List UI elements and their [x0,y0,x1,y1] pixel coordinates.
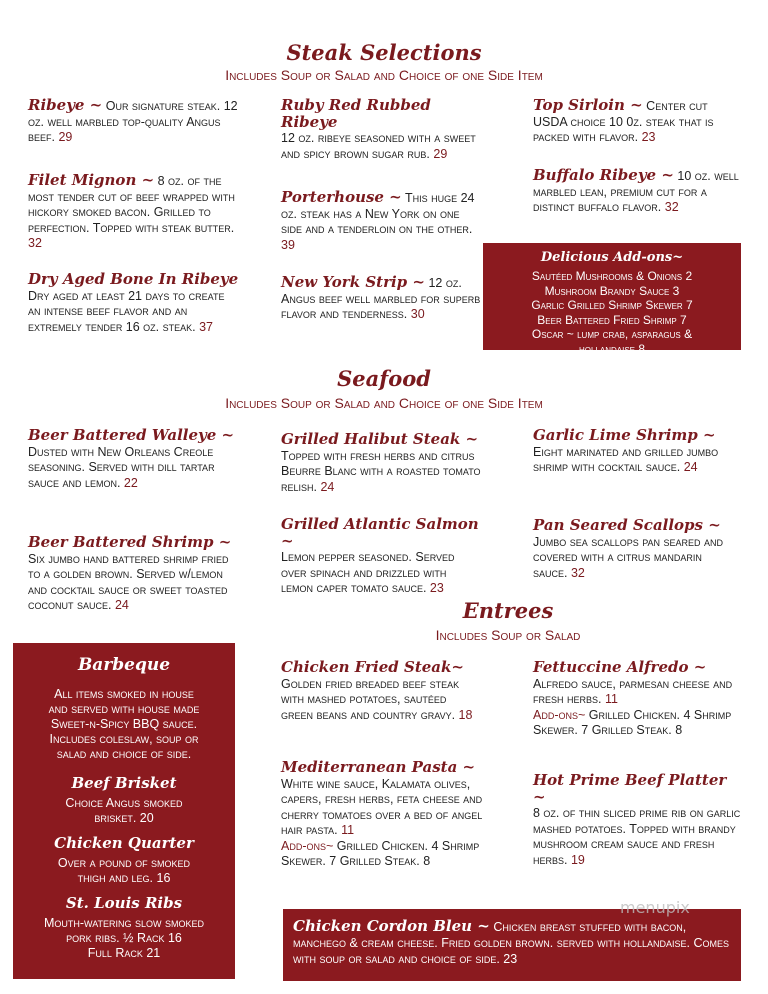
menu-item-mediterranean-pasta [281,760,486,870]
item-name: Mediterranean Pasta ~ [281,758,476,776]
item-price: 18 [458,707,473,722]
item-price: 24 [683,460,698,474]
menu-item-garlic-lime-shrimp [533,428,733,476]
item-desc: Alfredo sauce, parmesan cheese and fresh herbs. [533,676,733,706]
item-desc: Topped with fresh herbs and citrus Beurre Blanc with a roasted tomato relish. [281,448,481,494]
item-desc: Lemon pepper seasoned. Served over spinach and drizzled with lemon caper tomato sauce. [281,550,455,595]
menu-item-ribeye [28,98,240,146]
item-price: 11 [604,692,618,706]
item-desc: White wine sauce, Kalamata olives, capers, fresh herbs, feta cheese and cherry tomatoes over a bed of angel hair pasta. [281,776,483,837]
bbq-line: Mouth-watering slow smoked [43,916,205,930]
bbq-intro-line: and served with house made [48,702,200,716]
item-name: Filet Mignon ~ [28,171,155,189]
item-name: Porterhouse ~ [281,188,402,206]
menu-item-battered-shrimp [28,535,240,614]
item-name: Grilled Halibut Steak ~ [281,430,479,448]
item-name: Fettuccine Alfredo ~ [533,658,707,676]
item-price: 32 [570,565,585,580]
steak-subtitle: Includes Soup or Salad and Choice of one Side Item [225,67,543,83]
item-desc: Dry aged at least 21 days to create an intense beef flavor and an extremely tender 16 oz. steak. [28,288,225,334]
menu-item-porterhouse [281,190,481,253]
item-price: 29 [58,130,73,144]
item-desc: 8 oz. of thin sliced prime rib on garlic mashed potatoes. Topped with brandy mushroom cream sauce and fresh herbs. [533,806,741,867]
item-price: 30 [410,307,425,321]
menu-item-dry-aged-ribeye [28,272,240,335]
menu-item-scallops [533,518,733,581]
addons-label: Add-ons~ [281,838,334,853]
item-desc: Eight marinated and grilled jumbo shrimp with cocktail sauce. [533,444,719,474]
item-name: Ruby Red Rubbed Ribeye [281,96,431,131]
item-name: Dry Aged Bone In Ribeye [28,270,239,288]
entrees-subtitle: Includes Soup or Salad [435,627,581,643]
menu-item-fettuccine-alfredo [533,660,733,739]
item-desc: Golden fried breaded beef steak with mashed potatoes, sautéed green beans and country gravy. [281,676,460,722]
menu-item-filet-mignon [28,173,240,252]
item-name: Hot Prime Beef Platter ~ [533,771,727,806]
bbq-line: Over a pound of smoked [57,856,191,870]
menu-item-chicken-fried-steak [281,660,481,723]
cordon-bleu-text [283,909,741,967]
item-price: 29 [433,146,448,161]
item-name: Beer Battered Walleye ~ [28,426,235,444]
item-desc: 8 oz. of the most tender cut of beef wrapped with hickory smoked bacon. Grilled to perfection. Topped with steak butter. [28,174,235,235]
item-price: 37 [199,319,213,334]
item-price: 24 [114,598,129,612]
addon-line: Sautéed Mushrooms & Onions 2 [531,269,693,283]
item-name: Chicken Fried Steak~ [281,658,464,676]
item-desc: 12 oz. Angus beef well marbled for superb flavor and tenderness. [281,276,481,321]
item-desc: This huge 24 oz. steak has a New York on one side and a tenderloin on the other. [281,191,475,236]
item-name: Garlic Lime Shrimp ~ [533,426,716,444]
bbq-intro [13,687,235,762]
seafood-title: Seafood [337,366,431,391]
bbq-intro-line: salad and choice of side. [56,747,192,761]
item-name: Top Sirloin ~ [533,96,643,114]
addon-line: hollandaise 8 [578,341,646,356]
item-price: 32 [28,236,42,250]
bbq-line: thigh and leg. 16 [77,871,171,885]
item-name: Ribeye ~ [28,96,103,114]
bbq-intro-line: All items smoked in house [54,687,194,701]
menu-item-prime-beef-platter [533,773,743,868]
item-price: 19 [570,852,585,867]
menu-item-top-sirloin [533,98,743,146]
menu-item-ruby-red-ribeye [281,98,481,162]
item-desc: Jumbo sea scallops pan seared and covered with a citrus mandarin sauce. [533,534,723,580]
item-desc: Center cut USDA choice 10 0z. steak that is packed with flavor. [533,99,714,144]
item-name: New York Strip ~ [281,273,425,291]
steak-title: Steak Selections [286,40,482,65]
addons-text: Grilled Chicken. 4 Shrimp Skewer. 7 Grilled Steak. 8 [281,838,480,868]
item-name: Pan Seared Scallops ~ [533,516,721,534]
watermark: menupix [620,898,690,917]
item-name: Chicken Cordon Bleu ~ [293,917,490,935]
item-price: 23 [429,581,444,595]
bbq-item-name: St. Louis Ribs [65,894,183,912]
bbq-intro-line: Sweet-n-Spicy BBQ sauce. [50,717,198,731]
item-desc: 12 oz. ribeye seasoned with a sweet and spicy brown sugar rub. [281,131,476,161]
bbq-intro-line: Includes coleslaw, soup or [49,732,199,746]
cordon-bleu-box [283,909,741,981]
bbq-item-desc [13,796,235,826]
item-desc: Our signature steak. 12 oz. well marbled top-quality Angus beef. [28,99,238,144]
addons-box [483,243,741,356]
entrees-title: Entrees [462,598,554,623]
menu-item-halibut [281,432,481,495]
bbq-item-name: Beef Brisket [71,774,177,792]
menu-item-new-york-strip [281,275,481,323]
item-price: 23 [503,952,518,966]
item-name: Beer Battered Shrimp ~ [28,533,232,551]
addons-list [483,269,741,356]
bbq-title: Barbeque [77,655,171,675]
menu-item-walleye [28,428,240,491]
addons-text: Grilled Chicken. 4 Shrimp Skewer. 7 Grilled Steak. 8 [533,707,732,737]
bbq-line: Choice Angus smoked [65,796,183,810]
item-desc: Six jumbo hand battered shrimp fried to a golden brown. Served w/lemon and cocktail sauce or sweet toasted coconut sauce. [28,551,229,612]
item-price: 24 [320,479,335,494]
bbq-item-name: Chicken Quarter [54,834,194,852]
bbq-item-desc [13,856,235,886]
item-price: 32 [664,200,679,214]
item-price: 11 [341,823,355,837]
addon-line: Mushroom Brandy Sauce 3 [544,283,680,298]
item-desc: Chicken breast stuffed with bacon, manchego & cream cheese. Fried golden brown. served with hollandaise. Comes with soup or salad and choice of side. [293,920,730,966]
addon-line: Beer Battered Fried Shrimp 7 [537,312,687,327]
addons-label: Add-ons~ [533,707,586,722]
addon-line: Oscar ~ lump crab, asparagus & [531,327,693,341]
addons-title: Delicious Add-ons~ [540,250,684,265]
item-name: Buffalo Ribeye ~ [533,166,674,184]
item-desc: 10 oz. well marbled lean, premium cut for a distinct buffalo flavor. [533,169,739,214]
item-name: Grilled Atlantic Salmon ~ [281,515,479,550]
item-desc: Dusted with New Orleans Creole seasoning. Served with dill tartar sauce and lemon. [28,444,215,490]
menu-item-salmon [281,517,481,597]
menu-item-buffalo-ribeye [533,168,743,216]
addon-line: Garlic Grilled Shrimp Skewer 7 [531,298,693,312]
bbq-item-desc [13,916,235,961]
bbq-line: Full Rack 21 [87,946,161,960]
item-price: 39 [281,237,295,252]
seafood-subtitle: Includes Soup or Salad and Choice of one Side Item [225,395,543,411]
barbeque-box [13,643,235,979]
item-price: 22 [123,475,138,490]
bbq-line: brisket. 20 [94,811,154,825]
item-price: 23 [641,130,656,144]
bbq-line: pork ribs. ½ Rack 16 [66,931,182,945]
